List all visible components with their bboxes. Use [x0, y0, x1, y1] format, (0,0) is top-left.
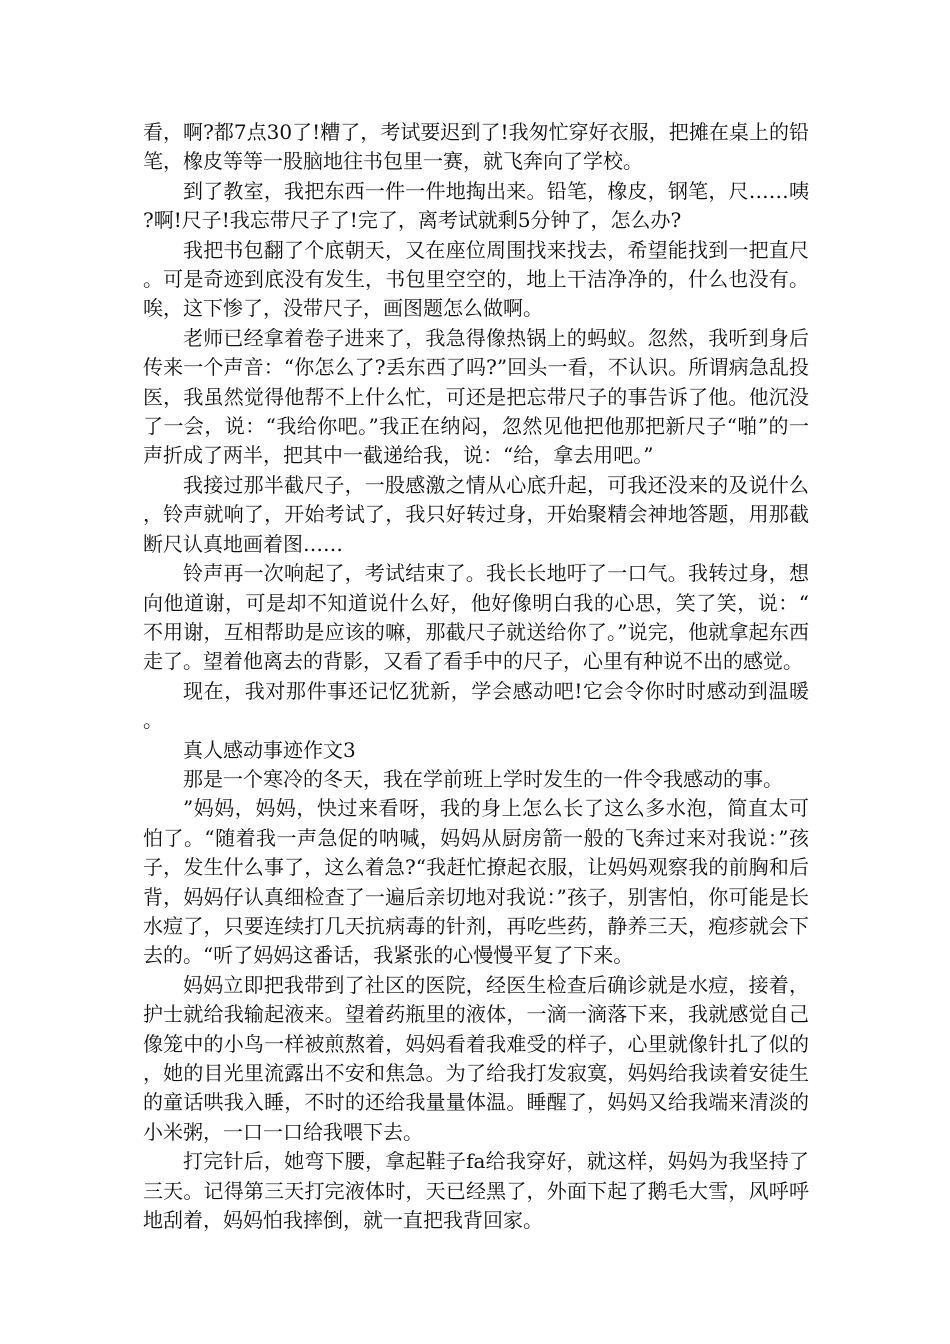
paragraph-conclusion: 现在，我对那件事还记忆犹新，学会感动吧!它会令你时时感动到温暖。: [143, 678, 809, 733]
document-page: [143, 118, 809, 1235]
paragraph-exam-end: 铃声再一次响起了，考试结束了。我长长地吁了一口气。我转过身，想向他道谢，可是却不知道说什么好，他好像明白我的心思，笑了笑，说：“不用谢，互相帮助是应该的嘛，那截尺子就送给你了。”说完，他就拿起东西走了。望着他离去的背影，又看了看手中的尺子，心里有种说不出的感觉。: [143, 561, 809, 674]
paragraph-winter-intro: 那是一个寒冷的冬天，我在学前班上学时发生的一件令我感动的事。: [183, 766, 783, 791]
paragraph-forgot-ruler: 到了教室，我把东西一件一件地掏出来。铅笔，橡皮，钢笔，尺……咦?啊!尺子!我忘带尺子了!完了，离考试就剩5分钟了，怎么办?: [143, 178, 809, 233]
paragraph-carried-home: 打完针后，她弯下腰，拿起鞋子fa给我穿好，就这样，妈妈为我坚持了三天。记得第三天打完液体时，天已经黑了，外面下起了鹅毛大雪，风呼呼地刮着，妈妈怕我摔倒，就一直把我背回家。: [143, 1149, 809, 1233]
paragraph-search-bag: 我把书包翻了个底朝天，又在座位周围找来找去，希望能找到一把直尺。可是奇迹到底没有发生，书包里空空的，地上干洁净净的，什么也没有。唉，这下惨了，没带尺子，画图题怎么做啊。: [143, 237, 809, 321]
paragraph-exam-late: 看，啊?都7点30了!糟了，考试要迟到了!我匆忙穿好衣服，把摊在桌上的铅笔，橡皮等等一股脑地往书包里一赛，就飞奔向了学校。: [143, 120, 809, 174]
paragraph-half-ruler: 我接过那半截尺子，一股感激之情从心底升起，可我还没来的及说什么，铃声就响了，开始考试了，我只好转过身，开始聚精会神地答题，用那截断尺认真地画着图……: [143, 472, 809, 556]
paragraph-stranger-help: 老师已经拿着卷子进来了，我急得像热锅上的蚂蚁。忽然，我听到身后传来一个声音：“你怎么了?丢东西了吗?”回头一看，不认识。所谓病急乱投医，我虽然觉得他帮不上什么忙，可还是把忘带尺子的事告诉了他。他沉没了一会，说：“我给你吧。”我正在纳闷，忽然见他把他那把新尺子“啪”的一声折成了两半，把其中一截递给我，说：“给，拿去用吧。”: [143, 325, 809, 468]
paragraph-chickenpox: ”妈妈，妈妈，快过来看呀，我的身上怎么长了这么多水泡，简直太可怕了。“随着我一声急促的呐喊，妈妈从厨房箭一般的飞奔过来对我说：”孩子，发生什么事了，这么着急?“我赶忙撩起衣服，让妈妈观察我的前胸和后背，妈妈仔认真细检查了一遍后亲切地对我说：”孩子，别害怕，你可能是长水痘了，只要连续打几天抗病毒的针剂，再吃些药，静养三天，疱疹就会下去的。“听了妈妈这番话，我紧张的心慢慢平复了下来。: [143, 796, 809, 968]
section-heading: 真人感动事迹作文3: [183, 737, 356, 762]
paragraph-hospital: 妈妈立即把我带到了社区的医院，经医生检查后确诊就是水痘，接着，护士就给我输起液来。望着药瓶里的液体，一滴一滴落下来，我就感觉自己像笼中的小鸟一样被煎熬着，妈妈看着我难受的样子，心里就像针扎了似的，她的目光里流露出不安和焦急。为了给我打发寂寞，妈妈给我读着安徒生的童话哄我入睡，不时的还给我量量体温。睡醒了，妈妈又给我端来清淡的小米粥，一口一口给我喂下去。: [143, 972, 809, 1144]
